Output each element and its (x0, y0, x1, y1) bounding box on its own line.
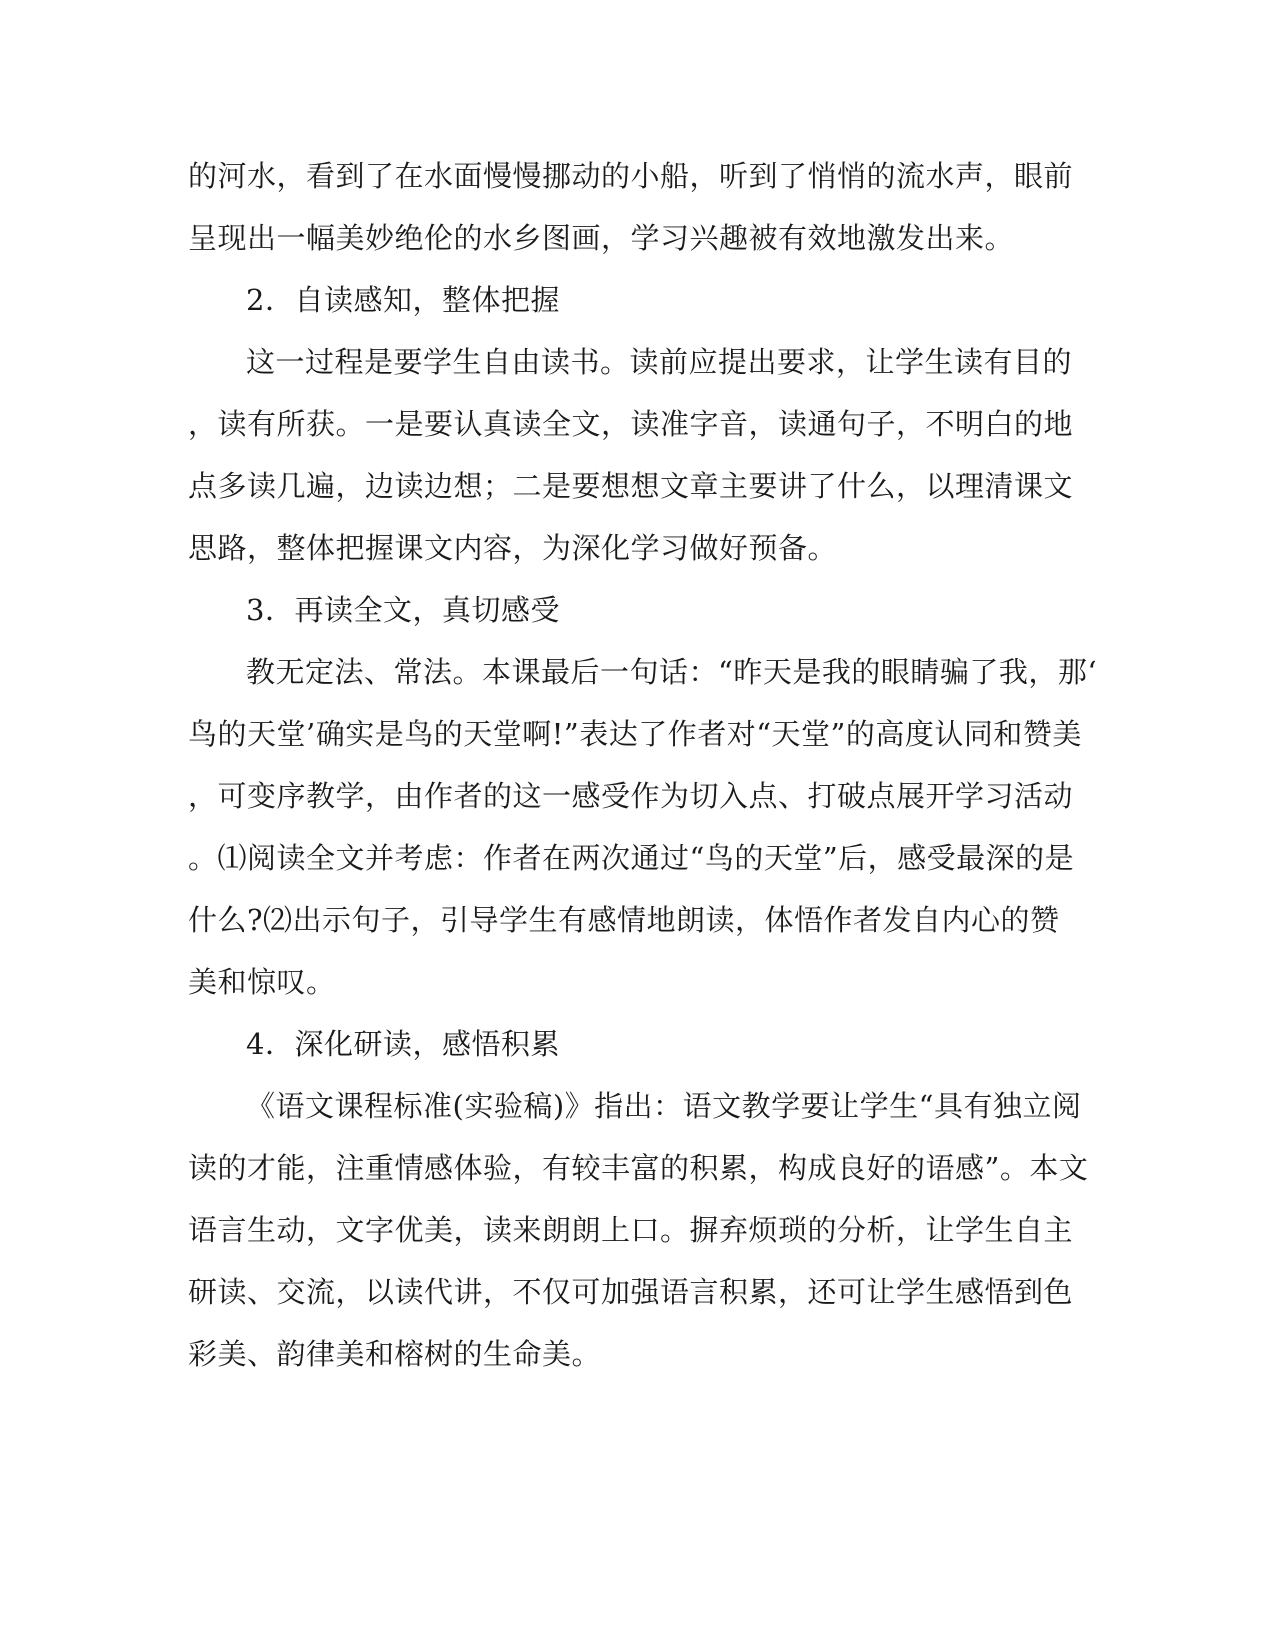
section-heading: 4．深化研读，感悟积累 (246, 1027, 560, 1061)
section-heading: 2．自读感知，整体把握 (246, 283, 560, 317)
body-line: ，读有所获。一是要认真读全文，读准字音，读通句子，不明白的地 (188, 407, 1074, 441)
body-line: 的河水，看到了在水面慢慢挪动的小船，听到了悄悄的流水声，眼前 (188, 159, 1074, 193)
body-line: 研读、交流，以读代讲，不仅可加强语言积累，还可让学生感悟到色 (188, 1275, 1074, 1309)
body-line: 读的才能，注重情感体验，有较丰富的积累，构成良好的语感”。本文 (188, 1151, 1089, 1185)
body-line: 。⑴阅读全文并考虑：作者在两次通过“鸟的天堂”后，感受最深的是 (188, 841, 1075, 875)
body-line: 什么?⑵出示句子，引导学生有感情地朗读，体悟作者发自内心的赞 (188, 903, 1060, 937)
body-line: 思路，整体把握课文内容，为深化学习做好预备。 (188, 531, 838, 565)
body-line: 语言生动，文字优美，读来朗朗上口。摒弃烦琐的分析，让学生自主 (188, 1213, 1074, 1247)
body-line: 呈现出一幅美妙绝伦的水乡图画，学习兴趣被有效地激发出来。 (188, 221, 1015, 255)
section-heading: 3．再读全文，真切感受 (246, 593, 560, 627)
body-line: 《语文课程标准(实验稿)》指出：语文教学要让学生“具有独立阅 (246, 1089, 1082, 1123)
body-line: 教无定法、常法。本课最后一句话：“昨天是我的眼睛骗了我，那‘ (246, 655, 1098, 689)
body-line: 这一过程是要学生自由读书。读前应提出要求，让学生读有目的 (246, 345, 1073, 379)
body-line: 点多读几遍，边读边想；二是要想想文章主要讲了什么，以理清课文 (188, 469, 1074, 503)
body-line: 彩美、韵律美和榕树的生命美。 (188, 1337, 602, 1371)
body-line: 美和惊叹。 (188, 965, 336, 999)
body-line: ，可变序教学，由作者的这一感受作为切入点、打破点展开学习活动 (188, 779, 1074, 813)
body-line: 鸟的天堂’确实是鸟的天堂啊!”表达了作者对“天堂”的高度认同和赞美 (188, 717, 1082, 751)
